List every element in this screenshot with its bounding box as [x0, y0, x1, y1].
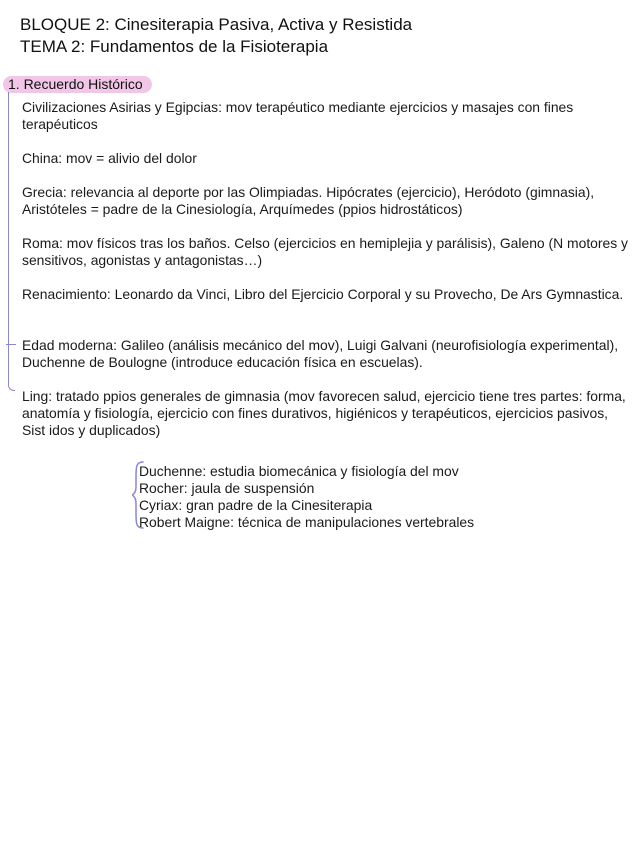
bracket-tick	[6, 344, 16, 345]
list-item: Duchenne: estudia biomecánica y fisiología del mov	[139, 463, 459, 479]
list-item: Cyriax: gran padre de la Cinesiterapia	[139, 497, 373, 513]
paragraph-asirias-egipcias: Civilizaciones Asirias y Egipcias: mov terapéutico mediante ejercicios y masajes con fines terapéuticos	[22, 99, 574, 132]
paragraph-roma: Roma: mov físicos tras los baños. Celso (ejercicios en hemiplejia y parálisis), Galeno (N motores y sensitivos, agonistas y antagonistas…)	[22, 235, 629, 268]
block-title: BLOQUE 2: Cinesiterapia Pasiva, Activa y Resistida	[20, 15, 413, 34]
paragraph-china: China: mov = alivio del dolor	[22, 150, 197, 166]
topic-title: TEMA 2: Fundamentos de la Fisioterapia	[20, 37, 329, 56]
paragraph-renacimiento: Renacimiento: Leonardo da Vinci, Libro del Ejercicio Corporal y su Provecho, De Ars Gymnastica.	[22, 286, 624, 302]
list-item: Robert Maigne: técnica de manipulaciones vertebrales	[139, 514, 475, 530]
paragraph-edad-moderna: Edad moderna: Galileo (análisis mecánico del mov), Luigi Galvani (neurofisiología experimental), Duchenne de Boulogne (introduce educación física en escuelas).	[22, 337, 619, 370]
section-title: 1. Recuerdo Histórico	[8, 76, 143, 92]
list-item: Rocher: jaula de suspensión	[139, 480, 315, 496]
pioneers-list	[139, 463, 474, 531]
paragraph-grecia: Grecia: relevancia al deporte por las Olimpiadas. Hipócrates (ejercicio), Heródoto (gimnasia), Aristóteles = padre de la Cinesiología, Arquímedes (ppios hidrostáticos)	[22, 184, 595, 217]
paragraph-ling: Ling: tratado ppios generales de gimnasia (mov favorecen salud, ejercicio tiene tres partes: forma, anatomía y fisiología, ejercicio con fines durativos, higiénicos y terapéuticos, ejercicios pasivos, Sist idos y duplicados)	[22, 388, 626, 438]
section-bracket	[8, 92, 15, 391]
